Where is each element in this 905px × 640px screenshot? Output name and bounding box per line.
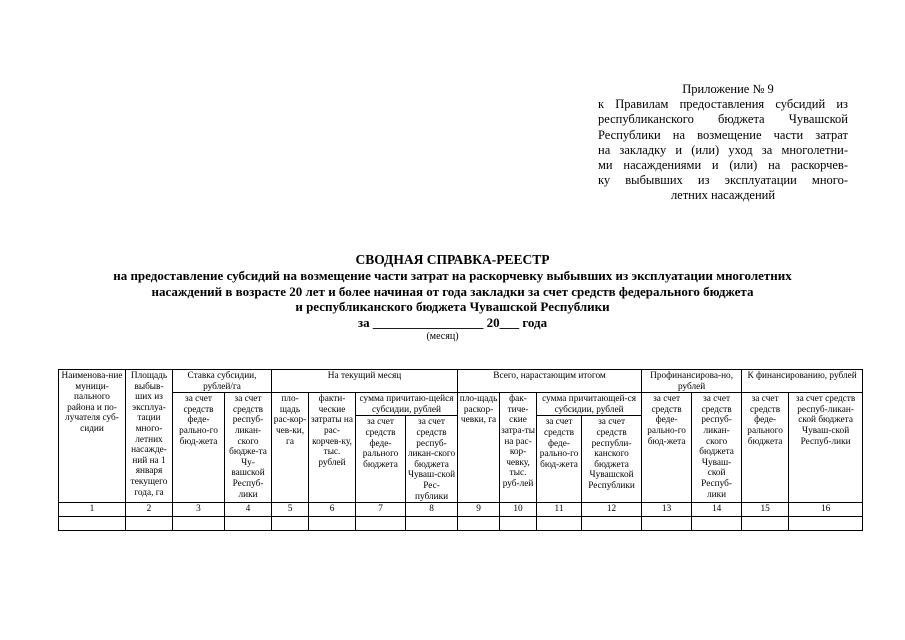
header-cell: за счет средств феде-рального бюджета — [356, 416, 406, 503]
table-cell — [642, 517, 692, 531]
header-cell: сумма причитающей-ся субсидии, рублей — [537, 393, 642, 416]
table-cell — [126, 517, 173, 531]
header-cell: пло-щадь раскор-чевки, га — [458, 393, 500, 503]
column-number: 5 — [272, 503, 309, 517]
column-number: 12 — [582, 503, 642, 517]
month-hint: (месяц) — [426, 331, 459, 342]
appendix-line: ми насаждениями и (или) на раскорчев- — [598, 158, 848, 173]
header-cell: сумма причитаю-щейся субсидии, рублей — [356, 393, 458, 416]
table-cell — [225, 517, 272, 531]
subtitle-line: на предоставление субсидий на возмещение части затрат на раскорчевку выбывших из эксплуатации многолетних — [113, 268, 792, 283]
table-cell — [406, 517, 458, 531]
table-cell — [356, 517, 406, 531]
column-number: 15 — [742, 503, 789, 517]
header-cell: К финансированию, рублей — [742, 370, 863, 393]
appendix-line: к Правилам предоставления субсидий из — [598, 97, 848, 112]
header-cell: за счет средств респуб-ликан-ской бюджета Чуваш-ской Респуб-лики — [789, 393, 863, 503]
appendix-line: летних насаждений — [670, 188, 776, 203]
header-cell: Профинансирова-но, рублей — [642, 370, 742, 393]
header-cell: за счет средств респуб-ликан-ского бюдже-та Чу-вашской Респуб-лики — [225, 393, 272, 503]
empty-data-row — [59, 517, 863, 531]
column-number-row — [59, 503, 863, 517]
header-cell: пло-щадь рас-кор-чев-ки, га — [272, 393, 309, 503]
column-number: 10 — [500, 503, 537, 517]
table-cell — [458, 517, 500, 531]
table-cell — [59, 517, 126, 531]
document-title-block — [0, 252, 905, 343]
header-cell: Площадь выбыв-ших из эксплуа-тации много-летних насажде-ний на 1 января текущего года, га — [126, 370, 173, 503]
table-cell — [742, 517, 789, 531]
header-cell: На текущий месяц — [272, 370, 458, 393]
table-cell — [692, 517, 742, 531]
appendix-number: Приложение № 9 — [682, 82, 774, 96]
subtitle-line: и республиканского бюджета Чувашской Республики — [295, 299, 610, 314]
registry-table — [58, 369, 863, 531]
header-cell: фак-тиче-ские затра-ты на рас-кор-чевку, тыс. руб-лей — [500, 393, 537, 503]
appendix-line: ку выбывших из эксплуатации много- — [598, 173, 848, 188]
header-cell: за счет средств республи-канского бюджета Чувашской Республики — [582, 416, 642, 503]
header-cell: за счет средств респуб-ликан-ского бюджета Чуваш-ской Рес-публики — [406, 416, 458, 503]
column-number: 14 — [692, 503, 742, 517]
header-cell: за счет средств феде-рального бюджета — [742, 393, 789, 503]
column-number: 6 — [309, 503, 356, 517]
table-cell — [500, 517, 537, 531]
table-cell — [173, 517, 225, 531]
table-cell — [537, 517, 582, 531]
column-number: 3 — [173, 503, 225, 517]
subtitle-line: насаждений в возрасте 20 лет и более начиная от года закладки за счет средств федерального бюджета — [151, 283, 754, 299]
appendix-line: республиканского бюджета Чувашской — [598, 112, 848, 127]
header-row — [59, 370, 863, 393]
column-number: 7 — [356, 503, 406, 517]
column-number: 4 — [225, 503, 272, 517]
column-number: 11 — [537, 503, 582, 517]
header-cell: факти-ческие затраты на рас-корчев-ку, тыс. рублей — [309, 393, 356, 503]
column-number: 1 — [59, 503, 126, 517]
appendix-line: на закладку и (или) уход за многолетни- — [598, 142, 848, 157]
column-number: 8 — [406, 503, 458, 517]
table-cell — [789, 517, 863, 531]
header-cell: за счет средств феде-рально-го бюд-жета — [173, 393, 225, 503]
header-cell: за счет средств феде-рально-го бюд-жета — [537, 416, 582, 503]
header-cell: Ставка субсидии, рублей/га — [173, 370, 272, 393]
column-number: 13 — [642, 503, 692, 517]
document-title: СВОДНАЯ СПРАВКА-РЕЕСТР — [355, 252, 550, 267]
header-cell: за счет средств респуб-ликан-ского бюджета Чуваш-ской Респуб-лики — [692, 393, 742, 503]
header-cell: Всего, нарастающим итогом — [458, 370, 642, 393]
period-line: за _________________ 20___ года — [357, 314, 548, 330]
appendix-note — [598, 82, 848, 204]
column-number: 2 — [126, 503, 173, 517]
header-row — [59, 393, 863, 416]
table-cell — [582, 517, 642, 531]
table-cell — [272, 517, 309, 531]
column-number: 16 — [789, 503, 863, 517]
appendix-line: Республики на возмещение части затрат — [598, 127, 848, 142]
table-cell — [309, 517, 356, 531]
header-cell: за счет средств феде-рально-го бюд-жета — [642, 393, 692, 503]
header-cell: Наименова-ние муници-пального района и по-лучателя суб-сидии — [59, 370, 126, 503]
column-number: 9 — [458, 503, 500, 517]
